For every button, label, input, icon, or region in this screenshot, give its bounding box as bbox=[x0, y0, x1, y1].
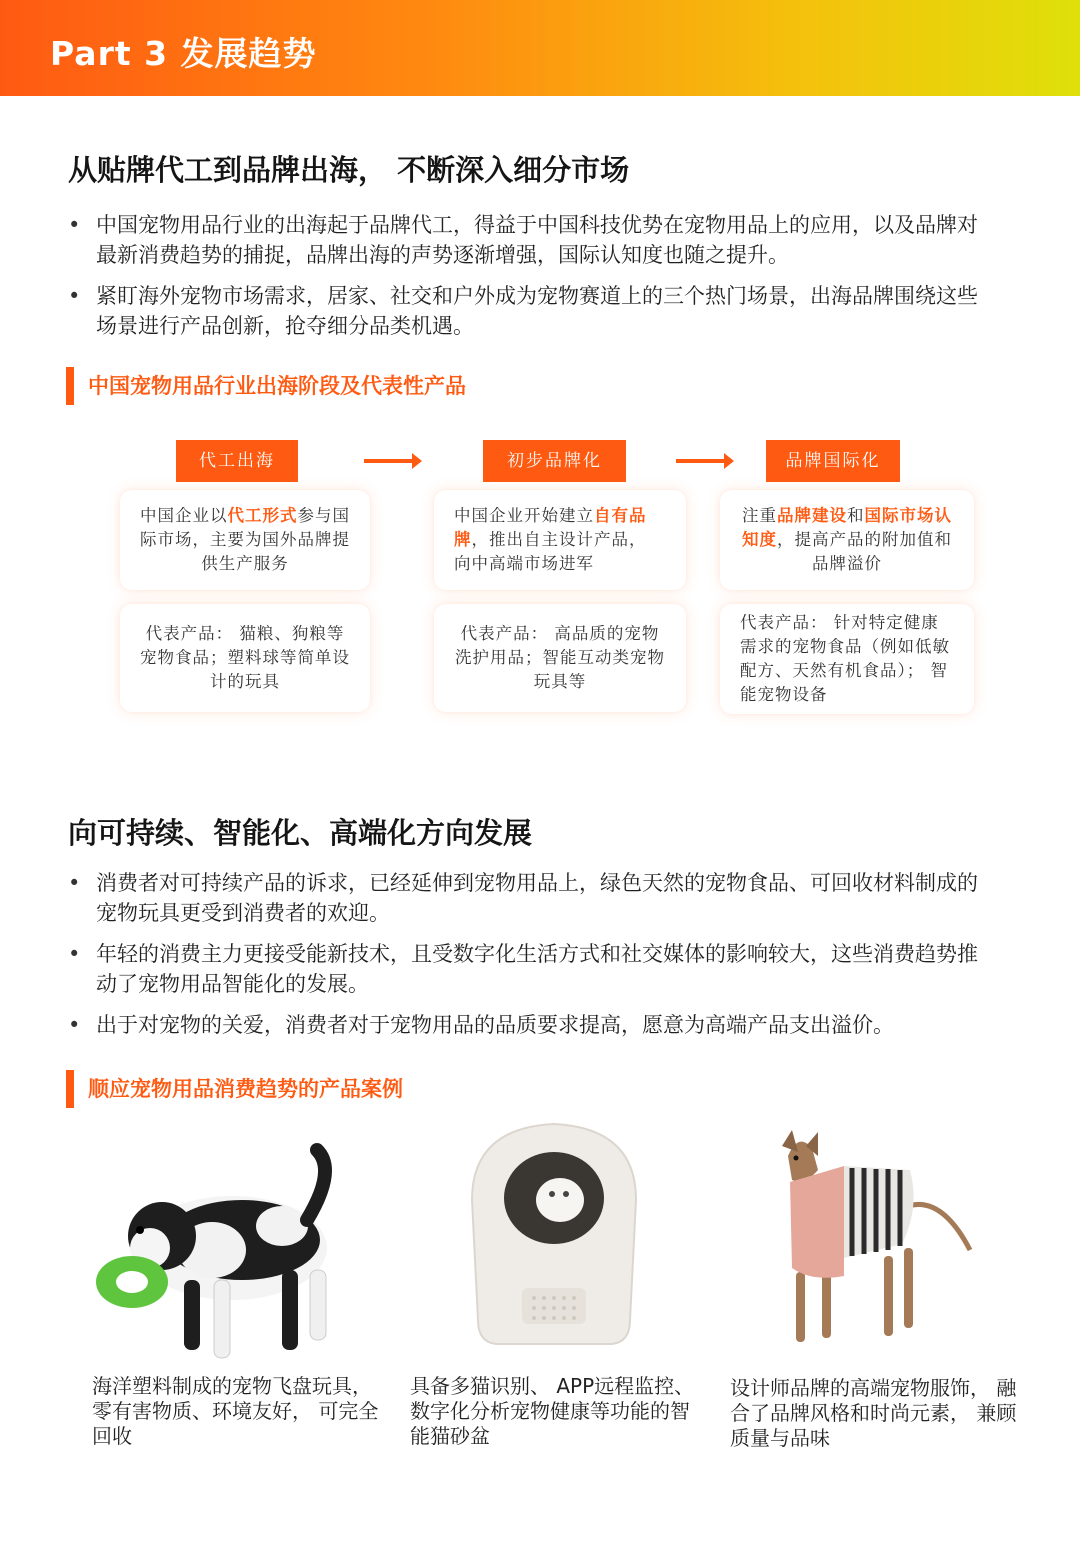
stage-products-card bbox=[434, 604, 686, 712]
stage-desc-card bbox=[120, 490, 370, 590]
stage-products-text: 代表产品： 针对特定健康需求的宠物食品（例如低敏配方、天然有机食品）； 智能宠物设备 bbox=[740, 613, 950, 704]
smart-litter-box-image bbox=[462, 1120, 646, 1350]
stage-tag-international: 品牌国际化 bbox=[766, 440, 900, 482]
stage-products-text: 代表产品： 高品质的宠物洗护用品；智能互动类宠物玩具等 bbox=[455, 624, 665, 691]
section1-bullet-list bbox=[68, 210, 998, 352]
case-caption: 具备多猫识别、 APP远程监控、 数字化分析宠物健康等功能的智能猫砂盆 bbox=[410, 1374, 695, 1448]
page-title: Part 3 发展趋势 bbox=[50, 34, 317, 73]
list-item: • 紧盯海外宠物市场需求，居家、社交和户外成为宠物赛道上的三个热门场景，出海品牌围绕这些场景进行产品创新，抢夺细分品类机遇。 bbox=[68, 281, 998, 341]
dog-sweater-image bbox=[752, 1126, 976, 1352]
section2-bullet-list bbox=[68, 868, 998, 1051]
section2-heading: 向可持续、智能化、高端化方向发展 bbox=[68, 816, 533, 850]
section2-subheading: 顺应宠物用品消费趋势的产品案例 bbox=[66, 1070, 403, 1108]
stage-products-text: 代表产品： 猫粮、狗粮等宠物食品；塑料球等简单设计的玩具 bbox=[140, 624, 350, 691]
stage-products-card bbox=[720, 604, 974, 714]
case-caption: 海洋塑料制成的宠物飞盘玩具， 零有害物质、环境友好， 可完全回收 bbox=[92, 1374, 379, 1448]
dog-frisbee-image bbox=[92, 1130, 362, 1370]
arrow-right-icon bbox=[676, 459, 728, 463]
stage-desc-text: 注重品牌建设和国际市场认知度，提高产品的附加值和品牌溢价 bbox=[742, 506, 952, 573]
header-banner bbox=[0, 0, 1080, 96]
list-item: • 中国宠物用品行业的出海起于品牌代工，得益于中国科技优势在宠物用品上的应用，以及品牌对最新消费趋势的捕捉，品牌出海的声势逐渐增强，国际认知度也随之提升。 bbox=[68, 210, 998, 270]
stage-products-card bbox=[120, 604, 370, 712]
list-item: • 出于对宠物的关爱，消费者对于宠物用品的品质要求提高，愿意为高端产品支出溢价。 bbox=[68, 1010, 998, 1040]
stage-tag-oem: 代工出海 bbox=[176, 440, 298, 482]
stage-desc-card bbox=[720, 490, 974, 590]
section1-subheading: 中国宠物用品行业出海阶段及代表性产品 bbox=[66, 367, 466, 405]
stage-desc-card bbox=[434, 490, 686, 590]
stage-tag-branding: 初步品牌化 bbox=[483, 440, 626, 482]
section1-heading: 从贴牌代工到品牌出海， 不断深入细分市场 bbox=[68, 153, 630, 187]
case-caption: 设计师品牌的高端宠物服饰， 融合了品牌风格和时尚元素， 兼顾质量与品味 bbox=[730, 1376, 1017, 1450]
stage-desc-text: 中国企业以代工形式参与国际市场，主要为国外品牌提供生产服务 bbox=[140, 506, 350, 573]
list-item: • 消费者对可持续产品的诉求，已经延伸到宠物用品上，绿色天然的宠物食品、可回收材料制成的宠物玩具更受到消费者的欢迎。 bbox=[68, 868, 998, 928]
arrow-right-icon bbox=[364, 459, 416, 463]
list-item: • 年轻的消费主力更接受能新技术，且受数字化生活方式和社交媒体的影响较大，这些消费趋势推动了宠物用品智能化的发展。 bbox=[68, 939, 998, 999]
stage-desc-text: 中国企业开始建立自有品牌，推出自主设计产品， 向中高端市场进军 bbox=[454, 506, 647, 573]
